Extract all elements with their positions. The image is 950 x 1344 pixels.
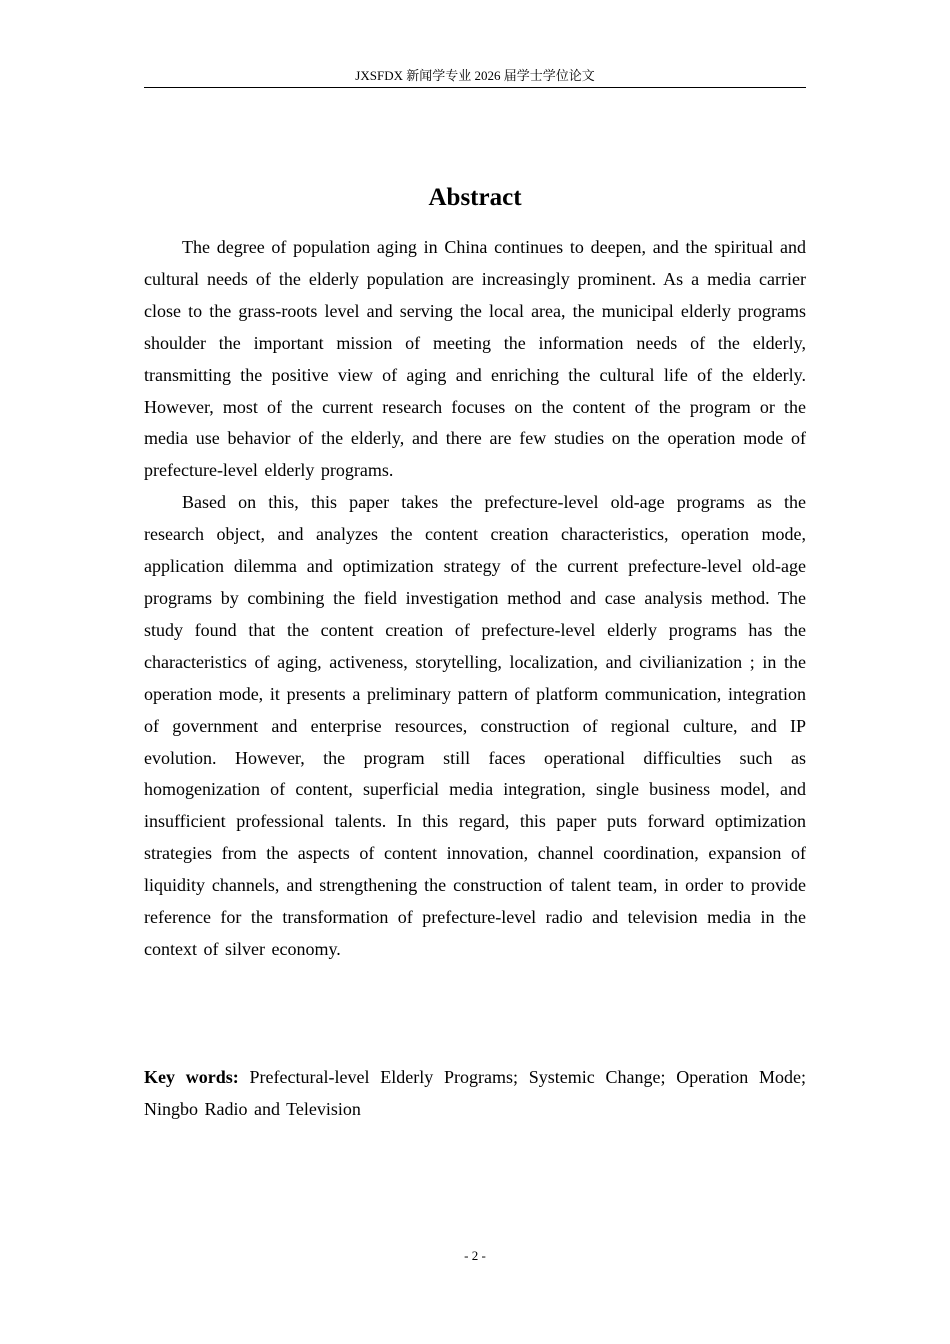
abstract-title: Abstract [428,184,522,211]
abstract-body [144,232,806,966]
running-header: JXSFDX 新闻学专业 2026 届学士学位论文 [355,68,595,83]
page-number: - 2 - [464,1248,486,1263]
header-rule [144,87,806,88]
abstract-paragraph-2: Based on this, this paper takes the prefecture-level old-age programs as the research object, and analyzes the content creation characteristics, operation mode, application dilemma and optimization strategy of the current prefecture-level old-age programs by combining the field investigation method and case analysis method. The study found that the content creation of prefecture-level elderly programs has the characteristics of aging, activeness, storytelling, localization, and civilianization ; in the operation mode, it presents a preliminary pattern of platform communication, integration of government and enterprise resources, construction of regional culture, and IP evolution. However, the program still faces operational difficulties such as homogenization of content, superficial media integration, single business model, and insufficient professional talents. In this regard, this paper puts forward optimization strategies from the aspects of content innovation, channel coordination, expansion of liquidity channels, and strengthening the construction of talent team, in order to provide reference for the transformation of prefecture-level radio and television media in the context of silver economy. [144,492,806,959]
keywords-line [144,1061,806,1125]
keywords-label: Key words: [144,1067,239,1087]
abstract-paragraph-1: The degree of population aging in China continues to deepen, and the spiritual and cultural needs of the elderly population are increasingly prominent. As a media carrier close to the grass-roots level and serving the local area, the municipal elderly programs shoulder the important mission of meeting the information needs of the elderly, transmitting the positive view of aging and enriching the cultural life of the elderly. However, most of the current research focuses on the content of the program or the media use behavior of the elderly, and there are few studies on the operation mode of prefecture-level elderly programs. [144,237,806,481]
keywords-text: Prefectural-level Elderly Programs; Systemic Change; Operation Mode; Ningbo Radio and Television [144,1067,807,1119]
